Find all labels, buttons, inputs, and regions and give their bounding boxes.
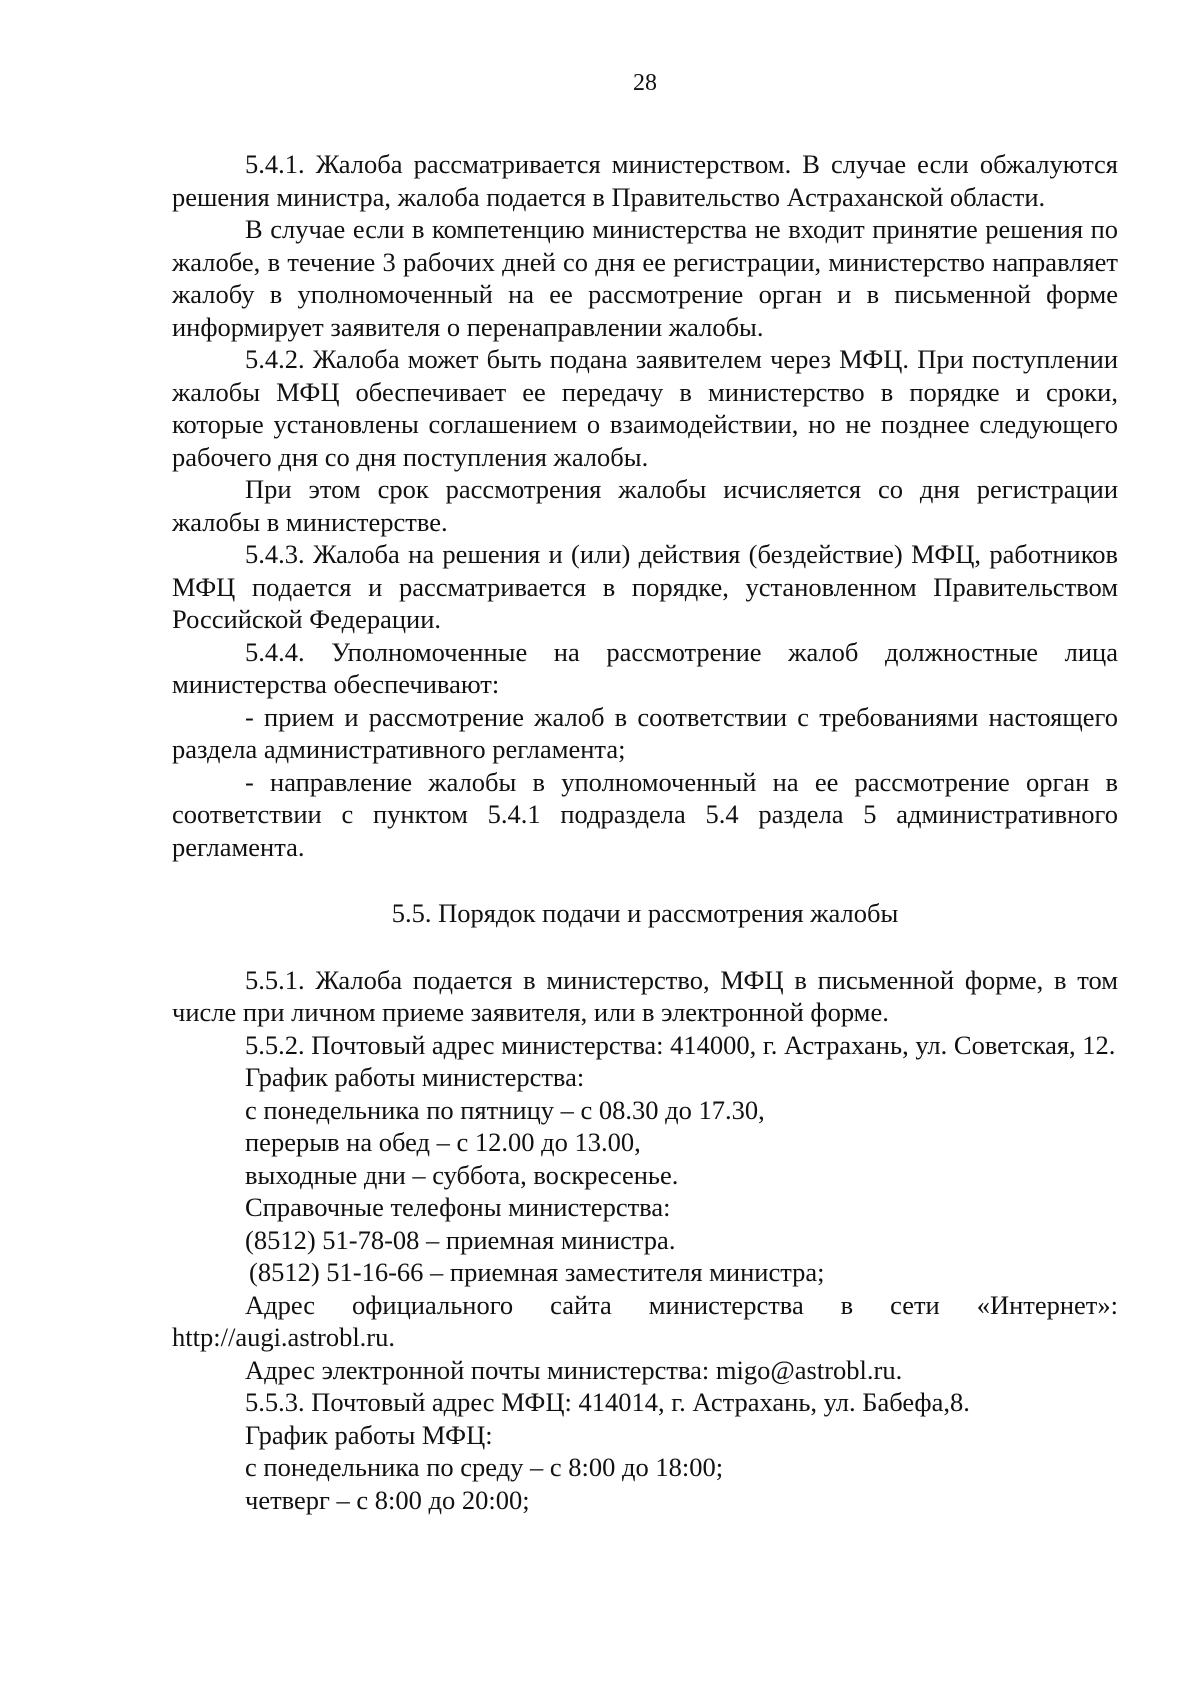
ministry-phones-title: Справочные телефоны министерства: (245, 1192, 671, 1222)
ministry-schedule-title: График работы министерства: (245, 1062, 585, 1092)
paragraph-5-4-4: 5.4.4. Уполномоченные на рассмотрение жалоб должностные лица министерства обеспечивают: (172, 636, 1118, 699)
mfc-address: 5.5.3. Почтовый адрес МФЦ: 414014, г. Астрахань, ул. Бабефа,8. (245, 1387, 970, 1417)
paragraph-redirect: В случае если в компетенцию министерства не входит принятие решения по жалобе, в течение 3 рабочих дней со дня ее регистрации, министерство направляет жалобу в уполномоченный на ее рассмотрение орган и в письменной форме информирует заявителя о перенаправлении жалобы. (172, 214, 1118, 342)
ministry-schedule-weekend: выходные дни – суббота, воскресенье. (245, 1159, 679, 1190)
ministry-schedule-weekdays: с понедельника по пятницу – с 08.30 до 17.30, (245, 1094, 765, 1125)
ministry-schedule-lunch: перерыв на обед – с 12.00 до 13.00, (245, 1127, 641, 1157)
paragraph-5-4-1: 5.4.1. Жалоба рассматривается министерством. В случае если обжалуются решения министра, жалоба подается в Правительство Астраханской области. (172, 149, 1118, 212)
ministry-phone-2: (8512) 51-16-66 – приемная заместителя министра; (249, 1257, 825, 1287)
ministry-email: Адрес электронной почты министерства: migo@astrobl.ru. (245, 1354, 903, 1385)
list-item-reception: - прием и рассмотрение жалоб в соответствии с требованиями настоящего раздела административного регламента; (172, 701, 1118, 764)
paragraph-5-4-3: 5.4.3. Жалоба на решения и (или) действия (бездействие) МФЦ, работников МФЦ подается и рассматривается в порядке, установленном Правительством Российской Федерации. (172, 539, 1118, 634)
paragraph-5-4-2: 5.4.2. Жалоба может быть подана заявителем через МФЦ. При поступлении жалобы МФЦ обеспечивает ее передачу в министерство в порядке и сроки, которые установлены соглашением о взаимодействии, но не позднее следующего рабочего дня со дня поступления жалобы. (172, 344, 1118, 472)
ministry-website: Адрес официального сайта министерства в сети «Интернет»: http://augi.astrobl.ru. (172, 1289, 1118, 1352)
page-number: 28 (633, 70, 657, 96)
mfc-schedule-mon-wed: с понедельника по среду – с 8:00 до 18:00; (245, 1452, 724, 1482)
section-heading: 5.5. Порядок подачи и рассмотрения жалобы (391, 898, 899, 928)
paragraph-5-5-2: 5.5.2. Почтовый адрес министерства: 414000, г. Астрахань, ул. Советская, 12. (245, 1029, 1116, 1060)
mfc-schedule-thu: четверг – с 8:00 до 20:00; (245, 1484, 530, 1515)
paragraph-5-5-1: 5.5.1. Жалоба подается в министерство, МФЦ в письменной форме, в том числе при личном приеме заявителя, или в электронной форме. (172, 964, 1118, 1027)
document-body (172, 148, 1118, 1516)
paragraph-deadline: При этом срок рассмотрения жалобы исчисляется со дня регистрации жалобы в министерстве. (172, 474, 1118, 537)
ministry-phone-1: (8512) 51-78-08 – приемная министра. (245, 1224, 676, 1255)
mfc-schedule-title: График работы МФЦ: (245, 1419, 493, 1450)
list-item-forwarding: - направление жалобы в уполномоченный на ее рассмотрение орган в соответствии с пунктом 5.4.1 подраздела 5.4 раздела 5 административного регламента. (172, 766, 1118, 862)
